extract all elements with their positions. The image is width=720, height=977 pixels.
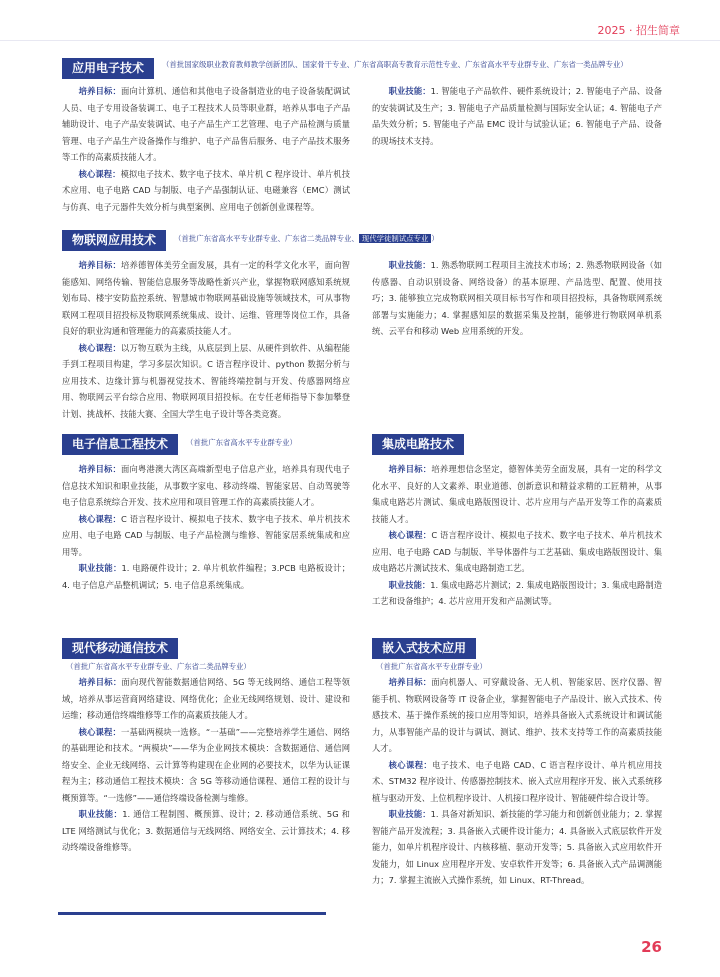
training-goal-label: 培养目标： [78, 86, 122, 96]
core-courses [62, 724, 350, 807]
column-right [372, 674, 662, 889]
core-courses [62, 511, 350, 561]
page-number: 26 [641, 938, 662, 956]
training-goal-text: 培养理想信念坚定，德智体美劳全面发展，具有一定的科学文化水平、良好的人文素养、职业道德、创新意识和精益求精的工匠精神，从事集成电路芯片测试、集成电路版图设计、芯片应用与产品开发等工作的高素质技能人才。 [372, 464, 662, 524]
vocational-skills-label: 职业技能： [388, 809, 431, 819]
core-courses-label: 核心课程： [388, 530, 432, 540]
training-goal [372, 674, 662, 757]
column-left [62, 257, 350, 422]
vocational-skills-text: 1. 通信工程制图、概预算、设计；2. 移动通信系统、5G 和 LTE 网络测试与优化；3. 数据通信与无线网络、网络安全、云计算技术；4. 移动终端设备维修等。 [62, 809, 350, 852]
section-iot [62, 230, 662, 422]
vocational-skills [372, 83, 662, 149]
vocational-skills-text: 1. 智能电子产品软件、硬件系统设计；2. 智能电子产品、设备的安装调试及生产；3. 智能电子产品质量检测与国际安全认证；4. 智能电子产品失效分析；5. 智能电子产品 EMC 设计与试验认证；6. 智能电子产品、设备的现场技术支持。 [372, 86, 662, 146]
training-goal-text: 面向现代智能数据通信网络、5G 等无线网络、通信工程等领域，培养从事运营商网络建设、网络优化；企业无线网络规划、设计、建设和运维；移动通信终端维修等工作的高素质技能人才。 [62, 677, 350, 720]
vocational-skills [372, 257, 662, 340]
training-goal [62, 461, 350, 511]
section-electronic-info [62, 434, 350, 593]
section-applied-electronics [62, 58, 662, 215]
section-honors [174, 234, 439, 245]
vocational-skills [62, 560, 350, 593]
core-courses-text: 以万物互联为主线，从底层到上层、从硬件到软件、从编程能手到工程项目构建，学习多层次知识。C 语言程序设计、python 数据分析与应用技术、边缘计算与机器视觉技术、智能终端控制与开发、传感器网络应用、物联网云平台综合应用、物联网项目招投标。在专任老师指导下参加攀登计划、挑战杯、技能大赛、全国大学生电子设计等各类竞赛。 [62, 342, 350, 419]
honors-prefix: （首批广东省高水平专业群专业、广东省二类品牌专业、 [174, 234, 359, 243]
bottom-accent-bar [58, 912, 326, 915]
training-goal-text: 培养德智体美劳全面发展，具有一定的科学文化水平，面向智能感知、网络传输、智能信息服务等战略性新兴产业，掌握物联网感知系统规划布局、楼宇安防监控系统、智慧城市物联网基础设施等领域技术，可从事物联网工程项目招投标及物联网系统集成、设计、运维、管理等岗位工作，具备良好的职业沟通和管理能力的高素质技能人才。 [62, 260, 350, 336]
section-title: 嵌入式技术应用 [372, 638, 476, 659]
column-left [62, 674, 350, 856]
honors-suffix: ） [431, 234, 439, 243]
section-honors: （首批广东省高水平专业群专业、广东省二类品牌专业） [66, 662, 251, 671]
section-honors: （首批广东省高水平专业群专业） [376, 662, 487, 671]
column-left [62, 83, 350, 215]
training-goal-text: 面向计算机、通信和其他电子设备制造业的电子设备装配调试人员、电子专用设备装调工、电子工程技术人员等职业群，培养从事电子产品辅助设计、电子产品安装调试、电子产品生产工艺管理、电子产品检测与质量管理、电子产品生产设备操作与维护、电子产品售后服务、电子产品技术服务等工作的高素质技能人才。 [62, 86, 350, 162]
core-courses-label: 核心课程： [78, 342, 122, 353]
training-goal [62, 257, 350, 340]
core-courses [62, 166, 350, 216]
section-mobile-comm [62, 638, 350, 856]
vocational-skills-label: 职业技能： [78, 563, 122, 573]
training-goal [62, 674, 350, 724]
section-title: 物联网应用技术 [62, 230, 166, 251]
column-left [62, 461, 350, 593]
core-courses-label: 核心课程： [78, 513, 122, 524]
training-goal [372, 461, 662, 527]
section-embedded [372, 638, 662, 889]
core-courses-text: 电子技术、电子电路 CAD、C 语言程序设计、单片机应用技术、STM32 程序设计、传感器控制技术、嵌入式应用程序开发、嵌入式系统移植与驱动开发、上位机程序设计、人机接口程序设计、智能硬件综合设计等。 [372, 759, 662, 803]
section-ic-tech [372, 434, 662, 610]
vocational-skills-label: 职业技能： [388, 579, 431, 590]
vocational-skills [372, 577, 662, 610]
core-courses-label: 核心课程： [78, 168, 121, 179]
vocational-skills [372, 806, 662, 889]
vocational-skills-label: 职业技能： [388, 86, 431, 96]
page-header: 2025 · 招生简章 [597, 24, 680, 37]
training-goal-label: 培养目标： [78, 677, 122, 687]
training-goal-text: 面向机器人、可穿戴设备、无人机、智能家居、医疗仪器、智能手机、物联网设备等 IT 设备企业，掌握智能电子产品设计、嵌入式技术、传感技术、基于操作系统的接口应用等知识，培养具备嵌入式系统设计和调试能力，从事智能产品的设计与调试、测试、维护、技术支持等工作的高素质技能人才。 [372, 677, 662, 753]
core-courses [372, 527, 662, 577]
vocational-skills-text: 1. 电路硬件设计；2. 单片机软件编程；3.PCB 电路板设计；4. 电子信息产品整机调试；5. 电子信息系统集成。 [62, 563, 350, 590]
honors-highlight: 现代学徒制试点专业 [359, 234, 432, 243]
column-right [372, 83, 662, 215]
section-honors: （首批国家级职业教育教师教学创新团队、国家骨干专业、广东省高职高专教育示范性专业、广东省高水平专业群专业、广东省一类品牌专业） [162, 60, 628, 69]
vocational-skills-label: 职业技能： [78, 809, 123, 819]
vocational-skills-text: 1. 熟悉物联网工程项目主流技术市场；2. 熟悉物联网设备（如传感器、自动识别设备、网络设备）的基本原理、产品选型、配置、使用技巧；3. 能够独立完成物联网相关项目标书写作和项目招投标，具备物联网系统部署与实施能力；4. 掌握感知层的数据采集及控制，能够进行物联网单机系统、云平台和移动 Web 应用系统的开发。 [372, 260, 662, 336]
core-courses-text: C 语言程序设计、模拟电子技术、数字电子技术、单片机技术应用、电子电路 CAD 与制版、电子产品检测与维修、智能家居系统集成和应用等。 [62, 513, 350, 557]
training-goal-label: 培养目标： [78, 464, 122, 474]
section-title: 应用电子技术 [62, 58, 154, 79]
vocational-skills-text: 1. 集成电路芯片测试；2. 集成电路版图设计；3. 集成电路制造工艺和设备维护；4. 芯片应用开发和产品测试等。 [372, 579, 662, 606]
header-divider [0, 40, 720, 41]
core-courses-text: 一基础两模块一选修。“一基础”——完整培养学生通信、网络的基础理论和技术。“两模块”——华为企业网技术模块：含数据通信、通信网络安全、企业无线网络、云计算等构建现在企业网的必要技术，以华为认证课程为主；移动通信工程技术模块：含 5G 等移动通信课程、通信工程的设计与概预算等。“一选修”——通信终端设备检测与维修。 [62, 726, 350, 803]
core-courses-text: 模拟电子技术、数字电子技术、单片机 C 程序设计、单片机技术应用、电子电路 CAD 与制版、电子产品强制认证、电磁兼容（EMC）测试与仿真、电子元器件失效分析与典型案例、应用电子创新创业课程等。 [62, 168, 350, 212]
training-goal-label: 培养目标： [388, 464, 432, 474]
vocational-skills-text: 1. 具备对新知识、新技能的学习能力和创新创业能力；2. 掌握智能产品开发流程；3. 具备嵌入式硬件设计能力；4. 具备嵌入式底层软件开发能力，如单片机程序设计、内核移植、驱动开发等；5. 具备嵌入式应用软件开发能力，如 Linux 应用程序开发、安卓软件开发等；6. 具备嵌入式产品调测能力；7. 掌握主流嵌入式操作系统，如 Linux、RT-Thread。 [372, 809, 662, 885]
core-courses-text: C 语言程序设计、模拟电子技术、数字电子技术、单片机技术应用、电子电路 CAD 与制版、半导体器件与工艺基础、集成电路版图设计、集成电路芯片测试技术、集成电路制造工艺。 [372, 530, 662, 573]
vocational-skills-label: 职业技能： [388, 260, 431, 270]
column-right [372, 461, 662, 610]
core-courses-label: 核心课程： [388, 759, 433, 770]
core-courses [372, 757, 662, 807]
section-title: 集成电路技术 [372, 434, 464, 455]
core-courses [62, 340, 350, 423]
vocational-skills [62, 806, 350, 856]
training-goal-label: 培养目标： [388, 677, 432, 687]
training-goal [62, 83, 350, 166]
training-goal-text: 面向粤港澳大湾区高端新型电子信息产业，培养具有现代电子信息技术知识和职业技能，从事数字家电、移动终端、智能家居、自动驾驶等电子信息系统综合开发、技术应用和项目管理工作的高素质技能人才。 [62, 464, 350, 507]
section-title: 现代移动通信技术 [62, 638, 178, 659]
column-right [372, 257, 662, 422]
section-title: 电子信息工程技术 [62, 434, 178, 455]
training-goal-label: 培养目标： [78, 260, 122, 270]
core-courses-label: 核心课程： [78, 726, 122, 737]
section-honors: （首批广东省高水平专业群专业） [186, 438, 297, 447]
